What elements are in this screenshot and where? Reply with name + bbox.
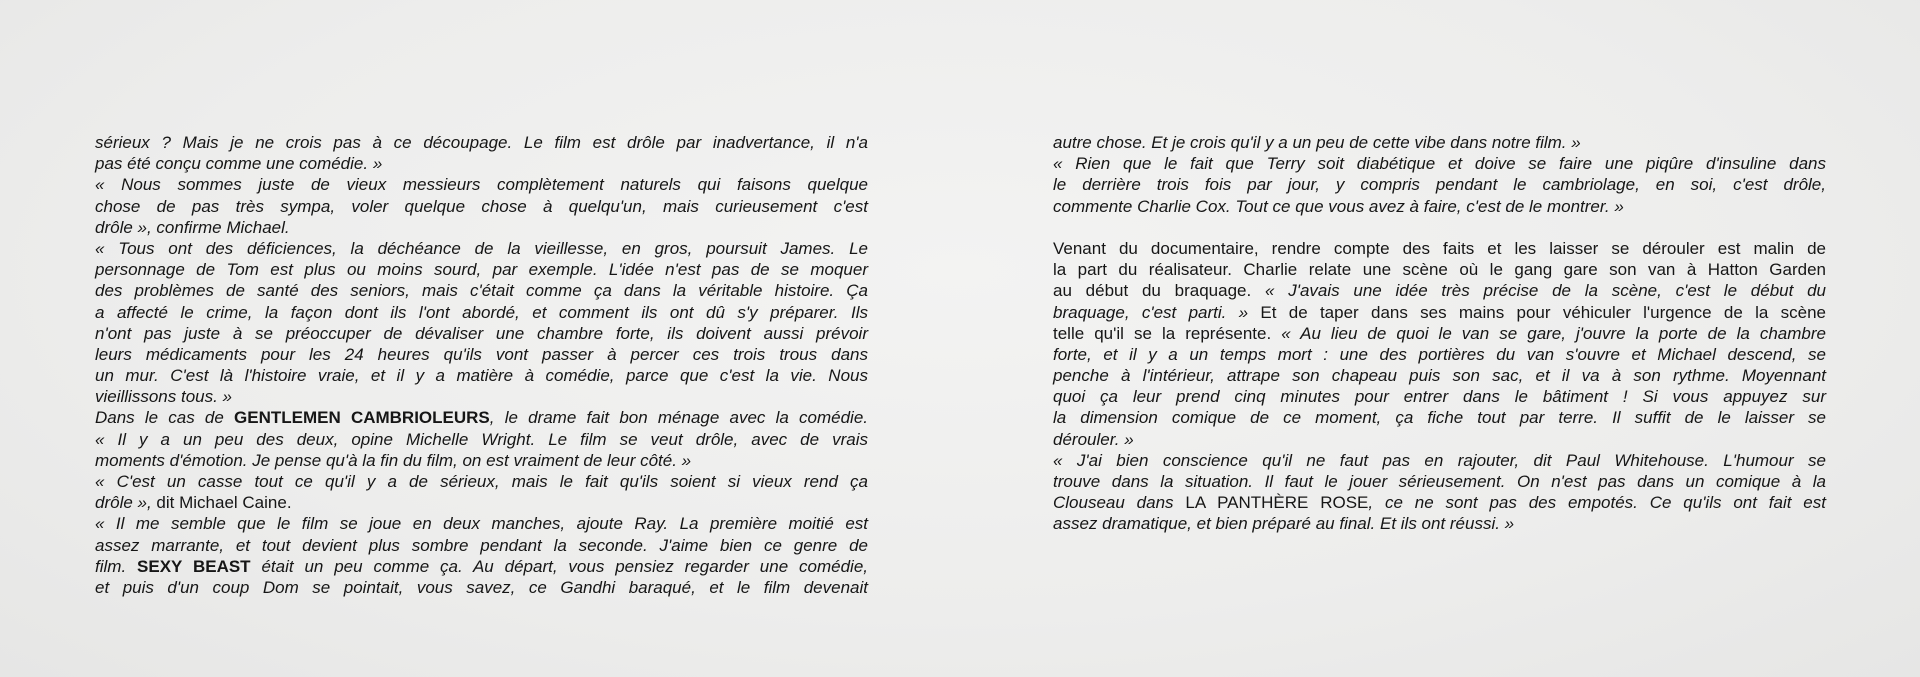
italic-quote-text: , ce ne sont pas des empotés. Ce qu'ils ont fait est (1368, 493, 1826, 513)
italic-quote-text: Clouseau dans (1053, 493, 1186, 513)
text-line (95, 217, 868, 238)
italic-quote-text: personnage de Tom est plus ou moins sourd, par exemple. L'idée n'est pas de se moquer (95, 260, 868, 280)
text-line (1053, 196, 1826, 217)
text-line (95, 323, 868, 344)
text-line (1053, 471, 1826, 492)
text-line (95, 577, 868, 598)
italic-quote-text: chose de pas très sympa, voler quelque chose à quelqu'un, mais curieusement c'est (95, 196, 868, 216)
body-text: la part du réalisateur. Charlie relate une scène où le gang gare son van à Hatton Garden (1053, 260, 1826, 280)
italic-quote-text: des problèmes de santé des seniors, mais c'était comme ça dans la véritable histoire. Ça (95, 281, 868, 301)
body-text: au début du braquage. (1053, 281, 1265, 301)
text-line (95, 535, 868, 556)
italic-quote-text: film. (95, 556, 138, 576)
text-line (95, 429, 868, 450)
italic-quote-text: pas été conçu comme une comédie. » (95, 154, 383, 174)
italic-quote-text: a affecté le crime, la façon dont ils l'ont abordé, et comment ils ont dû s'y préparer. Ils (95, 302, 868, 322)
text-line (1053, 450, 1826, 471)
italic-quote-text: trouve dans la situation. Il faut le jouer sérieusement. On n'est pas dans un comique à la (1053, 472, 1826, 491)
text-line (95, 407, 868, 428)
text-line (95, 132, 868, 153)
text-line (1053, 238, 1826, 259)
italic-quote-text: « Nous sommes juste de vieux messieurs complètement naturels qui faisons quelque (95, 175, 868, 195)
italic-quote-text: « Au lieu de quoi le van se gare, j'ouvre la porte de la chambre (1281, 323, 1826, 343)
text-line (1053, 174, 1826, 195)
italic-quote-text: dérouler. » (1053, 429, 1134, 449)
italic-quote-text: « J'avais une idée très précise de la scène, c'est le début du (1264, 281, 1826, 301)
text-line (95, 259, 868, 280)
italic-quote-text: drôle », (95, 493, 152, 513)
text-line (95, 513, 868, 534)
italic-quote-text: assez dramatique, et bien préparé au final. Et ils ont réussi. » (1053, 514, 1515, 534)
body-text: Venant du documentaire, rendre compte des faits et les laisser se dérouler est malin de (1053, 238, 1826, 258)
italic-quote-text: autre chose. Et je crois qu'il y a un peu de cette vibe dans notre film. » (1053, 133, 1581, 152)
text-line (95, 280, 868, 301)
italic-quote-text: « Tous ont des déficiences, la déchéance de la vieillesse, en gros, poursuit James. Le (95, 238, 868, 258)
text-line (1053, 386, 1826, 407)
text-line (95, 302, 868, 323)
italic-quote-text: « Il me semble que le film se joue en deux manches, ajoute Ray. La première moitié est (95, 514, 868, 534)
text-line (1053, 280, 1826, 301)
text-line (1053, 323, 1826, 344)
italic-quote-text: sérieux ? Mais je ne crois pas à ce découpage. Le film est drôle par inadvertance, il n'a (95, 133, 868, 152)
text-line (95, 450, 868, 471)
text-line (95, 386, 868, 407)
italic-quote-text: forte, et il y a un temps mort : une des portières du van s'ouvre et Michael descend, se (1053, 344, 1826, 364)
text-line (1053, 259, 1826, 280)
text-line (95, 492, 868, 513)
text-line (1053, 344, 1826, 365)
italic-quote-text: assez marrante, et tout devient plus sombre pendant la seconde. J'aime bien ce genre de (95, 535, 868, 555)
italic-quote-text: braquage, c'est parti. » (1053, 302, 1249, 322)
body-text: telle qu'il se la représente. (1053, 323, 1282, 343)
text-line (1053, 429, 1826, 450)
italic-quote-text: Dans le cas de (95, 408, 235, 428)
italic-quote-text: « Rien que le fait que Terry soit diabétique et doive se faire une piqûre d'insuline dans (1053, 154, 1826, 174)
blank-line (1053, 217, 1826, 238)
text-line (1053, 513, 1826, 534)
italic-quote-text: quoi ça leur prend cinq minutes pour entrer dans le bâtiment ! Si vous appuyez sur (1053, 387, 1826, 407)
italic-quote-text: « Il y a un peu des deux, opine Michelle Wright. Le film se veut drôle, avec de vrais (95, 429, 868, 449)
italic-quote-text: leurs médicaments pour les 24 heures qu'ils vont passer à percer ces trois trous dans (95, 344, 868, 364)
text-line (95, 196, 868, 217)
body-text: Et de taper dans ses mains pour véhiculer l'urgence de la scène (1248, 302, 1826, 322)
body-text: dit Michael Caine. (151, 493, 292, 513)
text-line (95, 471, 868, 492)
italic-quote-text: drôle », confirme Michael. (95, 217, 290, 237)
text-line (1053, 132, 1826, 153)
italic-quote-text: commente Charlie Cox. Tout ce que vous avez à faire, c'est de le montrer. » (1053, 196, 1624, 216)
text-line (95, 365, 868, 386)
text-line (1053, 365, 1826, 386)
text-line (95, 344, 868, 365)
italic-quote-text: vieillissons tous. » (95, 387, 233, 407)
italic-quote-text: le derrière trois fois par jour, y compris pendant le cambriolage, en soi, c'est drôle, (1053, 175, 1826, 195)
italic-quote-text: moments d'émotion. Je pense qu'à la fin du film, on est vraiment de leur côté. » (95, 450, 692, 470)
bold-title-text: GENTLEMEN CAMBRIOLEURS (234, 408, 490, 428)
italic-quote-text: un mur. C'est là l'histoire vraie, et il y a matière à comédie, parce que c'est la vie. Nous (95, 366, 868, 386)
italic-quote-text: et puis d'un coup Dom se pointait, vous savez, ce Gandhi baraqué, et le film devenait (95, 577, 868, 597)
text-line (1053, 492, 1826, 513)
text-line (95, 238, 868, 259)
left-text-column (95, 132, 868, 598)
text-line (1053, 407, 1826, 428)
text-line (95, 153, 868, 174)
right-text-column (1053, 132, 1826, 535)
text-line (95, 174, 868, 195)
body-text: LA PANTHÈRE ROSE (1185, 493, 1369, 513)
text-line (1053, 153, 1826, 174)
italic-quote-text: était un peu comme ça. Au départ, vous pensiez regarder une comédie, (250, 556, 869, 576)
italic-quote-text: penche à l'intérieur, attrape son chapeau puis son sac, et il va à son rythme. Moyennant (1053, 366, 1826, 386)
bold-title-text: SEXY BEAST (137, 556, 251, 576)
italic-quote-text: « J'ai bien conscience qu'il ne faut pas en rajouter, dit Paul Whitehouse. L'humour se (1053, 450, 1826, 470)
text-line (1053, 302, 1826, 323)
text-line (95, 556, 868, 577)
italic-quote-text: n'ont pas juste à se préoccuper de dévaliser une chambre forte, ils doivent aussi prévoir (95, 323, 868, 343)
italic-quote-text: , le drame fait bon ménage avec la comédie. (489, 408, 868, 428)
italic-quote-text: « C'est un casse tout ce qu'il y a de sérieux, mais le fait qu'ils soient si vieux rend ça (95, 472, 868, 491)
italic-quote-text: la dimension comique de ce moment, ça fiche tout par terre. Il suffit de le laisser se (1053, 408, 1826, 428)
